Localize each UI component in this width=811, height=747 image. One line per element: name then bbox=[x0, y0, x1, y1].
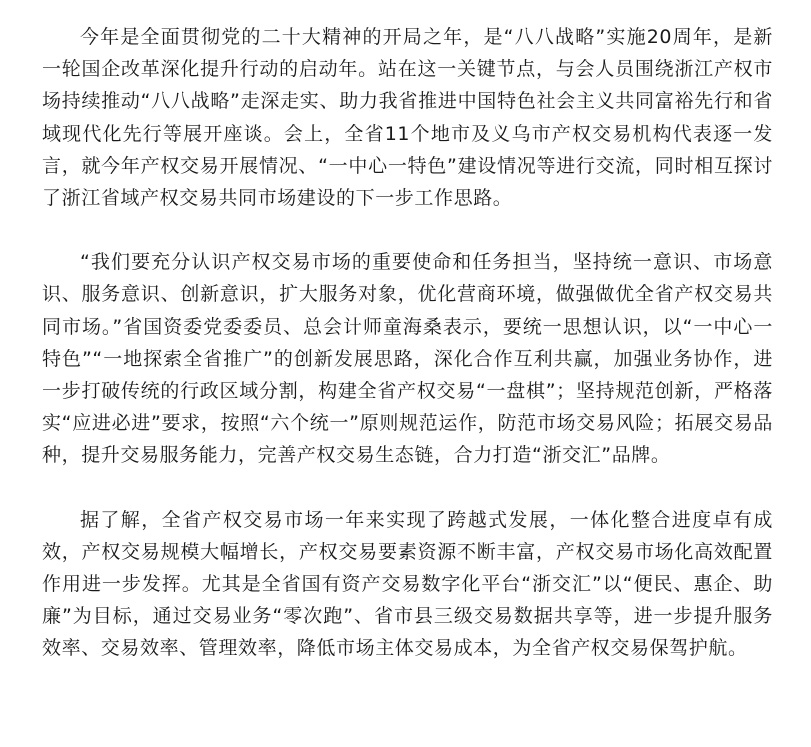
article-paragraph-3: 据了解，全省产权交易市场一年来实现了跨越式发展，一体化整合进度卓有成效，产权交易规模大幅增长，产权交易要素资源不断丰富，产权交易市场化高效配置作用进一步发挥。尤其是全省国有资产交易数字化平台“浙交汇”以“便民、惠企、助廉”为目标，通过交易业务“零次跑”、省市县三级交易数据共享等，进一步提升服务效率、交易效率、管理效率，降低市场主体交易成本，为全省产权交易保驾护航。 bbox=[42, 508, 773, 660]
article-paragraph-2: “我们要充分认识产权交易市场的重要使命和任务担当，坚持统一意识、市场意识、服务意识、创新意识，扩大服务对象，优化营商环境，做强做优全省产权交易共同市场。”省国资委党委委员、总会计师童海桑表示，要统一思想认识，以“一中心一特色”“一地探索全省推广”的创新发展思路，深化合作互利共赢，加强业务协作，进一步打破传统的行政区域分割，构建全省产权交易“一盘棋”；坚持规范创新，严格落实“应进必进”要求，按照“六个统一”原则规范运作，防范市场交易风险；拓展交易品种，提升交易服务能力，完善产权交易生态链，合力打造“浙交汇”品牌。 bbox=[42, 251, 773, 467]
article-paragraph-1: 今年是全面贯彻党的二十大精神的开局之年，是“八八战略”实施20周年，是新一轮国企改革深化提升行动的启动年。站在这一关键节点，与会人员围绕浙江产权市场持续推动“八八战略”走深走实、助力我省推进中国特色社会主义共同富裕先行和省域现代化先行等展开座谈。会上，全省11个地市及义乌市产权交易机构代表逐一发言，就今年产权交易开展情况、“一中心一特色”建设情况等进行交流，同时相互探讨了浙江省域产权交易共同市场建设的下一步工作思路。 bbox=[42, 26, 773, 210]
